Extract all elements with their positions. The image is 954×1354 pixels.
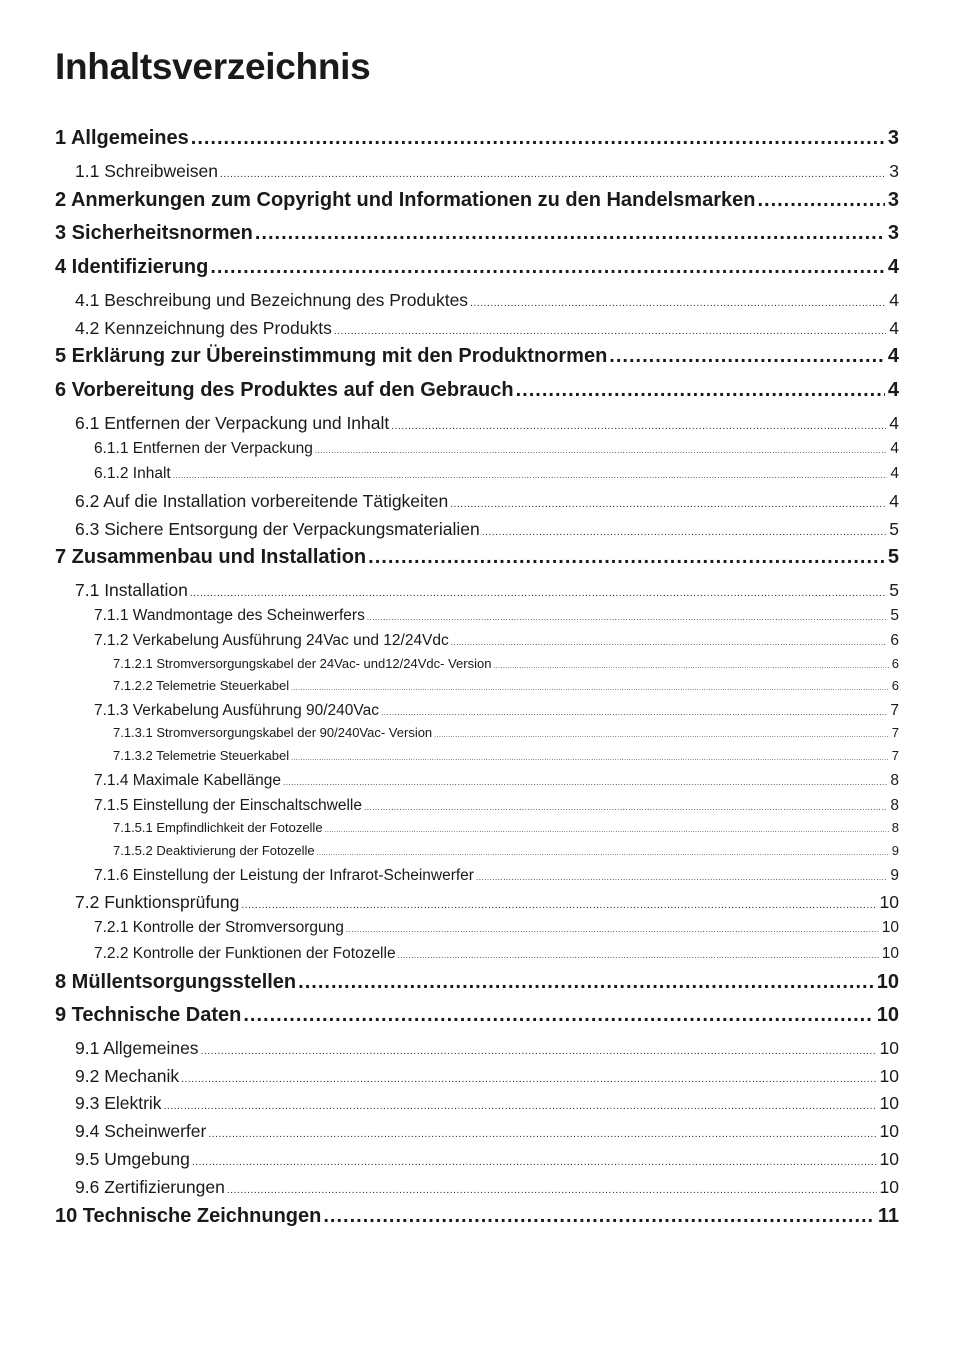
toc-entry[interactable] <box>94 797 899 815</box>
toc-entry[interactable] <box>94 465 899 483</box>
dot-leader <box>391 421 886 433</box>
toc-entry-label: 7.1.3 Verkabelung Ausführung 90/240Vac <box>94 702 379 719</box>
dot-leader <box>364 803 887 812</box>
toc-entry-page: 5 <box>887 546 899 568</box>
toc-entry-page: 3 <box>887 222 899 244</box>
dot-leader <box>470 298 886 310</box>
toc-entry-page: 11 <box>877 1205 899 1227</box>
dot-leader <box>323 1205 874 1228</box>
toc-entry-label: 7.1.3.2 Telemetrie Steuerkabel <box>113 748 290 763</box>
toc-entry-label: 4.2 Kennzeichnung des Produkts <box>75 318 332 338</box>
dot-leader <box>173 471 888 480</box>
toc-entry[interactable] <box>75 491 899 511</box>
toc-entry[interactable] <box>75 892 899 912</box>
toc-entry-page: 3 <box>887 127 899 149</box>
dot-leader <box>434 732 889 740</box>
dot-leader <box>283 778 887 787</box>
toc-entry-label: 9.4 Scheinwerfer <box>75 1121 207 1141</box>
toc-entry[interactable] <box>55 546 899 569</box>
dot-leader <box>315 446 887 455</box>
toc-entry-label: 7.1.4 Maximale Kabellänge <box>94 772 281 789</box>
table-of-contents <box>55 0 899 1354</box>
toc-entry-label: 9.6 Zertifizierungen <box>75 1177 225 1197</box>
dot-leader <box>451 638 888 647</box>
toc-entry-page: 4 <box>890 440 899 457</box>
dot-leader <box>367 613 888 622</box>
toc-entry-page: 4 <box>887 256 899 278</box>
toc-entry-page: 3 <box>889 161 899 181</box>
dot-leader <box>493 663 888 671</box>
toc-entry-label: 5 Erklärung zur Übereinstimmung mit den Produktnormen <box>55 345 608 367</box>
dot-leader <box>398 951 879 960</box>
page-title: Inhaltsverzeichnis <box>55 46 371 87</box>
toc-entry-page: 4 <box>889 491 899 511</box>
dot-leader <box>190 588 886 600</box>
toc-entry-page: 8 <box>891 820 899 835</box>
dot-leader <box>220 169 886 181</box>
toc-entry-page: 4 <box>890 465 899 482</box>
toc-entry[interactable] <box>94 702 899 720</box>
toc-entry-label: 9.3 Elektrik <box>75 1093 162 1113</box>
toc-entry-label: 7.1.2 Verkabelung Ausführung 24Vac und 12/24Vdc <box>94 632 449 649</box>
toc-entry-label: 9 Technische Daten <box>55 1004 242 1026</box>
toc-entry-label: 8 Müllentsorgungsstellen <box>55 971 297 993</box>
toc-entry[interactable] <box>94 632 899 650</box>
toc-entry-label: 9.5 Umgebung <box>75 1149 190 1169</box>
dot-leader <box>757 189 884 212</box>
toc-entry-label: 1.1 Schreibweisen <box>75 161 218 181</box>
toc-entry[interactable] <box>113 657 899 672</box>
toc-entry-label: 6.1 Entfernen der Verpackung und Inhalt <box>75 413 390 433</box>
toc-entry-page: 5 <box>890 607 899 624</box>
toc-entry-page: 10 <box>879 1121 899 1141</box>
toc-entry-page: 10 <box>879 1066 899 1086</box>
dot-leader <box>381 708 887 717</box>
toc-entry[interactable] <box>94 772 899 790</box>
dot-leader <box>255 222 885 245</box>
toc-entry-label: 7.2.1 Kontrolle der Stromversorgung <box>94 919 344 936</box>
toc-entry[interactable] <box>75 1066 899 1086</box>
toc-entry-page: 7 <box>891 725 899 740</box>
dot-leader <box>450 499 886 511</box>
toc-entry-label: 9.1 Allgemeines <box>75 1038 199 1058</box>
toc-entry-label: 7.1.5 Einstellung der Einschaltschwelle <box>94 797 362 814</box>
toc-entry[interactable] <box>94 440 899 458</box>
toc-entry-label: 7.1.5.2 Deaktivierung der Fotozelle <box>113 843 315 858</box>
dot-leader <box>241 900 876 912</box>
toc-entry[interactable] <box>75 519 899 539</box>
toc-entry-page: 10 <box>876 1004 899 1026</box>
toc-entry[interactable] <box>94 945 899 963</box>
toc-entry[interactable] <box>55 379 899 402</box>
toc-entry[interactable] <box>94 867 899 885</box>
toc-entry[interactable] <box>113 844 899 859</box>
toc-entry[interactable] <box>75 290 899 310</box>
toc-entry-page: 4 <box>887 379 899 401</box>
toc-entry-page: 9 <box>890 867 899 884</box>
dot-leader <box>181 1074 876 1086</box>
dot-leader <box>476 873 887 882</box>
dot-leader <box>291 685 889 693</box>
toc-entry-page: 10 <box>879 1149 899 1169</box>
toc-entry-page: 6 <box>891 656 899 671</box>
toc-entry-label: 7.1.1 Wandmontage des Scheinwerfers <box>94 607 365 624</box>
toc-entry-label: 7.1.5.1 Empfindlichkeit der Fotozelle <box>113 820 323 835</box>
toc-entry[interactable] <box>75 1149 899 1169</box>
toc-entry-page: 10 <box>881 945 899 962</box>
toc-entry-label: 7.1.6 Einstellung der Leistung der Infrarot-Scheinwerfer <box>94 867 474 884</box>
toc-entry[interactable] <box>55 256 899 279</box>
toc-entry[interactable] <box>75 1038 899 1058</box>
dot-leader <box>291 755 889 763</box>
dot-leader <box>317 850 889 858</box>
toc-entry-page: 9 <box>891 843 899 858</box>
toc-entry-label: 7.1.2.1 Stromversorgungskabel der 24Vac- und12/24Vdc- Version <box>113 656 492 671</box>
toc-entry-page: 7 <box>890 702 899 719</box>
toc-entry[interactable] <box>75 1093 899 1113</box>
toc-entry-page: 5 <box>889 519 899 539</box>
toc-entry-page: 4 <box>889 318 899 338</box>
toc-entry[interactable] <box>55 127 899 150</box>
dot-leader <box>227 1185 877 1197</box>
toc-entry-page: 6 <box>890 632 899 649</box>
toc-entry[interactable] <box>94 919 899 937</box>
dot-leader <box>201 1046 877 1058</box>
dot-leader <box>243 1004 873 1027</box>
toc-entry-page: 4 <box>889 413 899 433</box>
toc-entry[interactable] <box>55 189 899 212</box>
dot-leader <box>192 1157 877 1169</box>
toc-entry-page: 10 <box>876 971 899 993</box>
dot-leader <box>368 546 885 569</box>
toc-entry-page: 6 <box>891 678 899 693</box>
toc-entry-label: 7.1.3.1 Stromversorgungskabel der 90/240Vac- Version <box>113 725 433 740</box>
dot-leader <box>210 256 885 279</box>
toc-entry-label: 7.1.2.2 Telemetrie Steuerkabel <box>113 678 290 693</box>
toc-entry-label: 7.2 Funktionsprüfung <box>75 892 240 912</box>
toc-entry-page: 8 <box>890 772 899 789</box>
toc-entry-label: 7.1 Installation <box>75 580 188 600</box>
toc-entry-page: 4 <box>887 345 899 367</box>
dot-leader <box>609 345 885 368</box>
toc-entry-label: 4 Identifizierung <box>55 256 209 278</box>
toc-entry-label: 2 Anmerkungen zum Copyright und Informationen zu den Handelsmarken <box>55 189 756 211</box>
toc-entry-label: 7 Zusammenbau und Installation <box>55 546 367 568</box>
dot-leader <box>208 1129 876 1141</box>
toc-entry[interactable] <box>55 222 899 245</box>
toc-entry[interactable] <box>75 580 899 600</box>
toc-entry-label: 3 Sicherheitsnormen <box>55 222 253 244</box>
dot-leader <box>191 127 885 150</box>
toc-entry[interactable] <box>75 1121 899 1141</box>
toc-entry-page: 10 <box>879 1177 899 1197</box>
dot-leader <box>164 1101 877 1113</box>
toc-entry-page: 10 <box>881 919 899 936</box>
toc-entry[interactable] <box>94 607 899 625</box>
toc-entry[interactable] <box>113 679 899 694</box>
toc-entry-page: 7 <box>891 748 899 763</box>
dot-leader <box>298 971 874 994</box>
toc-entry-page: 3 <box>887 189 899 211</box>
toc-entry[interactable] <box>113 726 899 741</box>
dot-leader <box>482 527 887 539</box>
dot-leader <box>325 827 889 835</box>
toc-entry-label: 6 Vorbereitung des Produktes auf den Gebrauch <box>55 379 514 401</box>
dot-leader <box>346 925 879 934</box>
toc-entry[interactable] <box>55 971 899 994</box>
toc-entry[interactable] <box>75 318 899 338</box>
toc-entry-label: 7.2.2 Kontrolle der Funktionen der Fotozelle <box>94 945 396 962</box>
toc-entry-label: 1 Allgemeines <box>55 127 189 149</box>
toc-entry[interactable] <box>55 1205 899 1228</box>
toc-entry[interactable] <box>55 1004 899 1027</box>
toc-entry-page: 8 <box>890 797 899 814</box>
toc-entry-label: 4.1 Beschreibung und Bezeichnung des Produktes <box>75 290 469 310</box>
toc-entry-page: 10 <box>879 892 899 912</box>
toc-entry-page: 10 <box>879 1093 899 1113</box>
toc-entry-label: 6.3 Sichere Entsorgung der Verpackungsmaterialien <box>75 519 480 539</box>
toc-entry[interactable] <box>113 749 899 764</box>
toc-entry-label: 9.2 Mechanik <box>75 1066 180 1086</box>
toc-entry-label: 6.2 Auf die Installation vorbereitende Tätigkeiten <box>75 491 449 511</box>
toc-entry[interactable] <box>75 413 899 433</box>
dot-leader <box>334 326 886 338</box>
toc-entry[interactable] <box>75 1177 899 1197</box>
toc-entry-label: 10 Technische Zeichnungen <box>55 1205 322 1227</box>
toc-entry[interactable] <box>55 345 899 368</box>
dot-leader <box>516 379 885 402</box>
toc-entry-label: 6.1.2 Inhalt <box>94 465 171 482</box>
toc-entry-label: 6.1.1 Entfernen der Verpackung <box>94 440 313 457</box>
toc-entry-page: 10 <box>879 1038 899 1058</box>
toc-entry-page: 5 <box>889 580 899 600</box>
toc-entry[interactable] <box>113 821 899 836</box>
toc-entry[interactable] <box>75 161 899 181</box>
toc-entry-page: 4 <box>889 290 899 310</box>
